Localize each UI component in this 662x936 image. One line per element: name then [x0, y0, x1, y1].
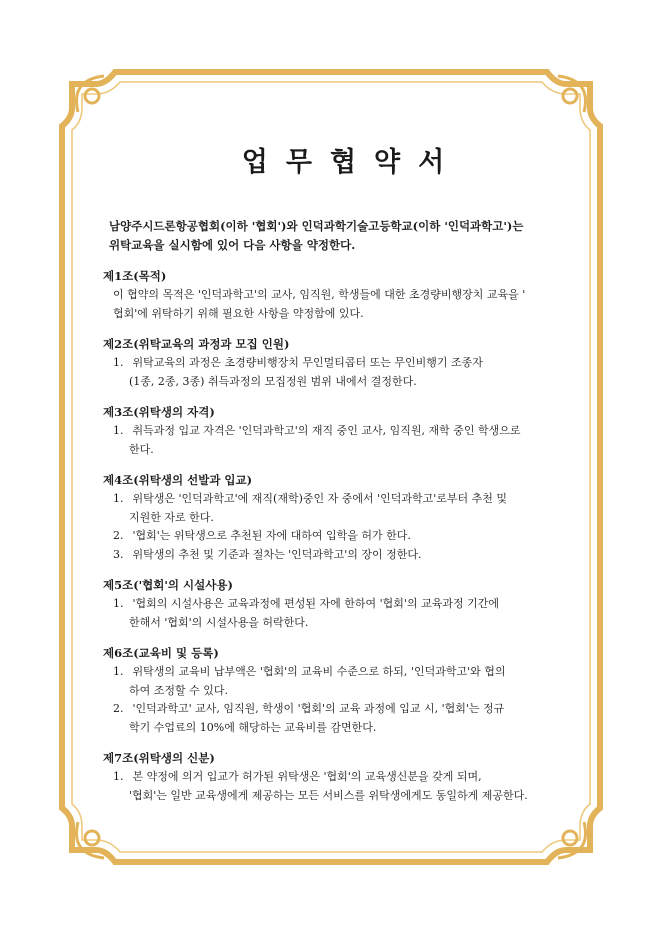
- item-text: 본 약정에 의거 입교가 허가된 위탁생은 '협회'의 교육생신분을 갖게 되며,: [132, 770, 482, 783]
- item-text: '협회의 시설사용은 교육과정에 편성된 자에 한하여 '협회'의 교육과정 기간에: [132, 597, 499, 610]
- article-2: [103, 335, 581, 391]
- article-item: [103, 768, 581, 787]
- item-text: '인덕과학고' 교사, 임직원, 학생이 '협회'의 교육 과정에 입교 시, '협회'는 정규: [132, 702, 505, 715]
- item-text-continuation: 한다.: [129, 442, 154, 456]
- item-number: 1.: [113, 770, 124, 783]
- article-item: [103, 527, 581, 546]
- article-title: 제3조(위탁생의 자격): [103, 405, 215, 419]
- item-text: 위탁생은 '인덕과학고'에 재직(재학)중인 자 중에서 '인덕과학고'로부터 추천 및: [132, 492, 508, 505]
- article-4: [103, 471, 581, 564]
- article-title: 제2조(위탁교육의 과정과 모집 인원): [103, 337, 290, 351]
- document-title: 업무협약서: [241, 147, 463, 178]
- article-text-line: 협회'에 위탁하기 위해 필요한 사항을 약정함에 있다.: [113, 306, 364, 320]
- article-title: 제1조(목적): [103, 269, 167, 283]
- item-number: 1.: [113, 665, 124, 678]
- intro-line: 위탁교육을 실시함에 있어 다음 사항을 약정한다.: [109, 238, 356, 252]
- item-text-continuation: 한해서 '협회'의 시설사용을 허락한다.: [129, 615, 309, 629]
- article-title: 제4조(위탁생의 선발과 입교): [103, 473, 253, 487]
- item-text-continuation: 하여 조정할 수 있다.: [129, 683, 228, 697]
- article-item: [103, 595, 581, 614]
- item-text: '협회'는 위탁생으로 추천된 자에 대하여 입학을 허가 한다.: [132, 529, 411, 542]
- article-6: [103, 644, 581, 737]
- article-title: 제7조(위탁생의 신분): [103, 751, 215, 765]
- intro-paragraph: [109, 217, 581, 255]
- article-3: [103, 403, 581, 459]
- article-7: [103, 749, 581, 805]
- item-text-continuation: (1종, 2종, 3종) 취득과정의 모집정원 범위 내에서 결정한다.: [129, 374, 417, 388]
- article-5: [103, 576, 581, 632]
- item-number: 1.: [113, 492, 124, 505]
- article-item: [103, 700, 581, 719]
- item-number: 3.: [113, 547, 124, 561]
- item-text-continuation: 지원한 자로 한다.: [129, 510, 214, 524]
- item-text-continuation: '협회'는 일반 교육생에게 제공하는 모든 서비스를 위탁생에게도 동일하게 제공한다.: [129, 788, 528, 802]
- intro-line: 남양주시드론항공협회(이하 '협회')와 인덕과학기술고등학교(이하 '인덕과학고')는: [109, 219, 524, 233]
- article-text-line: 이 협약의 목적은 '인덕과학고'의 교사, 임직원, 학생들에 대한 초경량비행장치 교육을 ': [113, 288, 526, 301]
- item-number: 1.: [113, 424, 124, 437]
- item-text: 위탁교육의 과정은 초경량비행장치 무인멀티콥터 또는 무인비행기 조종자: [132, 356, 483, 369]
- item-text-continuation: 학기 수업료의 10%에 해당하는 교육비를 감면한다.: [129, 720, 377, 734]
- article-title: 제6조(교육비 및 등록): [103, 646, 219, 660]
- item-number: 1.: [113, 597, 124, 610]
- document-body: [103, 140, 581, 817]
- article-1: [103, 267, 581, 323]
- article-item: [103, 354, 581, 373]
- article-item: [103, 546, 581, 565]
- item-text: 위탁생의 교육비 납부액은 '협회'의 교육비 수준으로 하되, '인덕과학고'와 협의: [132, 665, 506, 678]
- article-title: 제5조('협회'의 시설사용): [103, 578, 233, 592]
- article-item: [103, 422, 581, 441]
- item-text: 위탁생의 추천 및 기준과 절차는 '인덕과학고'의 장이 정한다.: [132, 547, 422, 561]
- item-number: 1.: [113, 356, 124, 369]
- item-number: 2.: [113, 702, 124, 715]
- item-text: 취득과정 입교 자격은 '인덕과학고'의 재직 중인 교사, 임직원, 재학 중인 학생으로: [132, 424, 521, 437]
- article-item: [103, 490, 581, 509]
- item-number: 2.: [113, 529, 124, 542]
- article-item: [103, 663, 581, 682]
